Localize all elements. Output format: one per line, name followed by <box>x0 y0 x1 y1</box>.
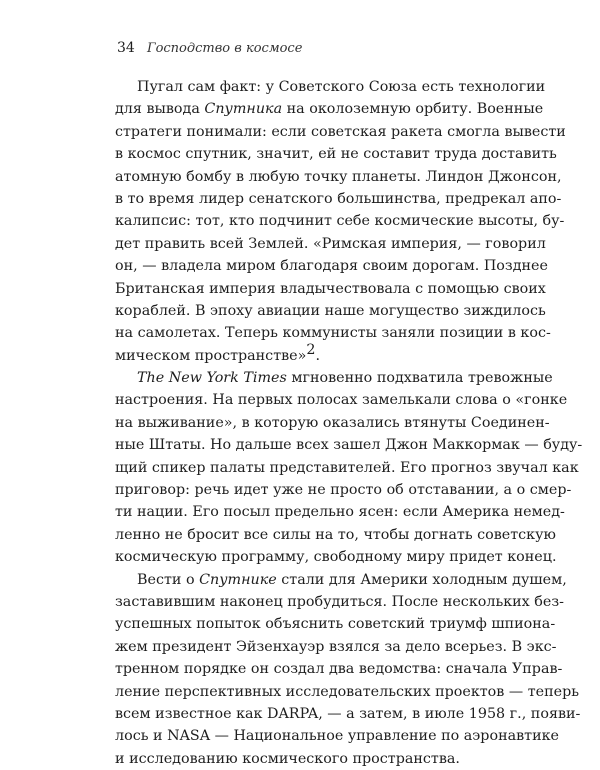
text-segment: Вести о <box>137 571 200 588</box>
text-segment: стали для Америки холодным душем, <box>276 571 567 588</box>
text-line <box>115 501 565 523</box>
text-segment: в космос спутник, значит, ей не составит труда доставить <box>115 146 557 163</box>
paragraph <box>115 76 566 367</box>
text-line <box>115 434 583 456</box>
text-line <box>115 703 581 725</box>
text-segment: он, — владела миром благодаря своим дорогам. Позднее <box>115 258 548 275</box>
text-segment: ные Штаты. Но дальше всех зашел Джон Маккормак — буду- <box>115 437 583 454</box>
text-line <box>115 278 546 300</box>
text-segment: ти нации. Его посыл предельно ясен: если Америка немед- <box>115 504 565 521</box>
italic-text: Спутника <box>204 101 283 118</box>
text-segment: приговор: речь идет уже не просто об отставании, а о смер- <box>115 482 572 499</box>
text-line <box>115 591 564 613</box>
text-line <box>115 121 566 143</box>
text-line <box>115 367 553 389</box>
text-line <box>115 412 550 434</box>
text-line <box>115 233 546 255</box>
paragraph <box>115 569 581 770</box>
text-segment: на околоземную орбиту. Военные <box>282 101 544 118</box>
text-line <box>115 76 546 98</box>
text-segment: дет править всей Землей. «Римская империя, — говорил <box>115 235 546 252</box>
text-line <box>115 143 557 165</box>
text-line <box>115 300 546 322</box>
text-line <box>115 524 556 546</box>
text-segment: успешных попыток объяснить советский триумф шпионa- <box>115 616 556 633</box>
text-segment: мическом пространстве» <box>115 347 307 364</box>
running-header <box>117 40 302 56</box>
text-line <box>115 255 548 277</box>
text-segment: для вывода <box>115 101 205 118</box>
text-segment: заставившим наконец пробудиться. После нескольких без- <box>115 593 564 610</box>
text-line <box>115 389 568 411</box>
body-text <box>115 76 583 770</box>
text-segment: настроения. На первых полосах замелькали слова о «гонке <box>115 392 568 409</box>
text-line <box>115 322 551 344</box>
text-line <box>115 479 572 501</box>
text-segment: кораблей. В эпоху авиации наше могущество зиждилось <box>115 302 546 319</box>
text-line <box>115 658 563 680</box>
text-segment: жем президент Эйзенхауэр взялся за дело всерьез. В экс- <box>115 638 557 655</box>
text-line <box>115 341 495 367</box>
text-line <box>115 613 556 635</box>
text-line <box>115 681 579 703</box>
text-line <box>115 636 557 658</box>
text-segment: . <box>315 347 321 364</box>
footnote-ref: 2 <box>306 341 316 358</box>
text-segment: на выживание», в которую оказались втянуты Соединен- <box>115 414 550 431</box>
text-segment: космическую программу, свободному миру придет конец. <box>115 549 557 566</box>
text-segment: ление перспективных исследовательских проектов — теперь <box>115 683 579 700</box>
text-segment: ленно не бросит все силы на то, чтобы догнать советскую <box>115 526 556 543</box>
text-line <box>115 546 557 568</box>
text-segment: стратеги понимали: если советская ракета смогла вывести <box>115 123 566 140</box>
text-segment: тренном порядке он создал два ведомства: сначала Управ- <box>115 661 563 678</box>
italic-text: The New York Times <box>137 370 287 387</box>
text-segment: лось и NASA — Национальное управление по аэронавтике <box>115 728 559 745</box>
text-line <box>115 569 567 591</box>
italic-text: Спутнике <box>199 571 277 588</box>
text-segment: в то время лидер сенатского большинства, предрекал апо- <box>115 190 562 207</box>
text-line <box>115 457 579 479</box>
text-line <box>115 210 565 232</box>
text-segment: атомную бомбу в любую точку планеты. Линдон Джонсон, <box>115 168 562 185</box>
text-line <box>115 725 559 747</box>
text-segment: на самолетах. Теперь коммунисты заняли позиции в кос- <box>115 325 551 342</box>
text-segment: Пугал сам факт: у Советского Союза есть технологии <box>137 79 546 95</box>
page-number: 34 <box>117 40 135 56</box>
paragraph <box>115 367 583 569</box>
text-segment: щий спикер палаты представителей. Его прогноз звучал как <box>115 459 579 476</box>
text-line <box>115 748 495 770</box>
running-title: Господство в космосе <box>146 41 303 56</box>
text-segment: всем известное как DARPA, — а затем, в июле 1958 г., появи- <box>115 705 581 722</box>
text-line <box>115 98 544 120</box>
text-segment: и исследованию космического пространства. <box>115 750 460 767</box>
text-segment: мгновенно подхватила тревожные <box>286 370 553 387</box>
text-line <box>115 188 562 210</box>
text-segment: калипсис: тот, кто подчинит себе космические высоты, бу- <box>115 213 565 230</box>
text-line <box>115 166 562 188</box>
text-segment: Британская империя владычествовала с помощью своих <box>115 280 546 297</box>
